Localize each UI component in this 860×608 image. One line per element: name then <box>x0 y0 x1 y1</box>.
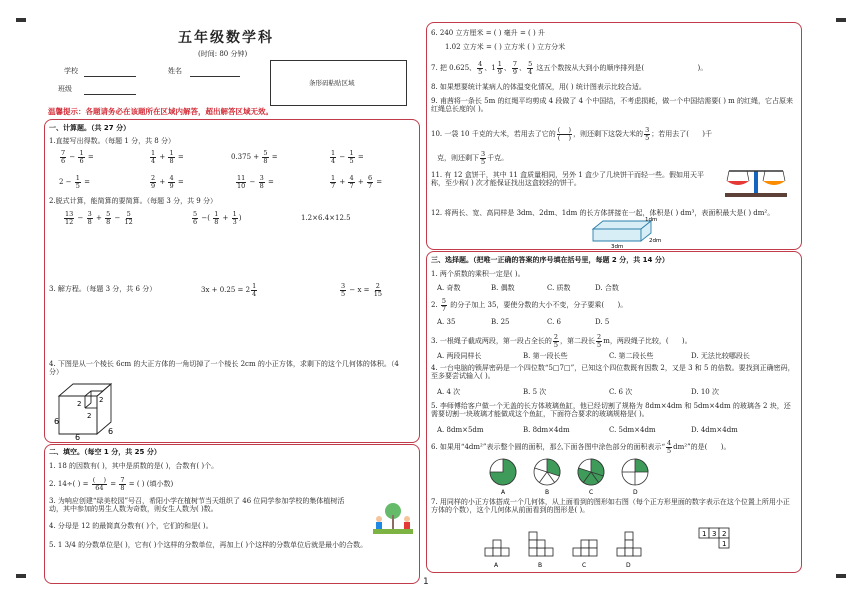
cube-label-small: 2 <box>77 400 82 408</box>
front-view-options <box>483 530 673 570</box>
calc-item: $\frac{11}{10}$ − $\frac{3}{8}$ = <box>237 174 274 190</box>
fill-q12: 12. 将两长、宽、高同样是 3dm、2dm、1dm 的长方体拼接在一起，体积是( ) dm³，表面积最大是( ) dm²。 <box>431 209 775 217</box>
q1-prompt: 1.直接写出得数。（每题 1 分，共 8 分） <box>49 137 175 145</box>
choice-q3-opt-b[interactable]: B. 第一段长些 <box>523 352 568 360</box>
calc-item: $\frac{1}{7}$ + $\frac{4}{7}$ + $\frac{6}{7}$ = <box>331 174 383 190</box>
name-field[interactable] <box>190 76 240 77</box>
q2-prompt: 2.脱式计算，能简算的要简算。（每题 3 分，共 9 分） <box>49 197 217 205</box>
simplify-item: $\frac{13}{12}$ − $\frac{3}{8}$ + $\frac{5}{8}$ − $\frac{5}{12}$ <box>65 210 133 226</box>
choice-q2: 2. $\frac{5}{7}$ 的分子加上 35，要使分数的大小不变，分子要乘( )。 <box>431 297 628 313</box>
choice-q3-opt-d[interactable]: D. 无法比较哪段长 <box>691 352 750 360</box>
fill-q10: 10. 一袋 10 千克的大米，若用去了它的 $\frac{( )}{( )}$ ，则还剩下这袋大米的 $\frac{3}{5}$ ；若用去了( )千 <box>431 126 713 142</box>
tree-planting-illustration <box>371 501 415 537</box>
section2-title: 二、填空。（每空 1 分，共 25 分） <box>49 448 161 456</box>
fill-q6: 6. 240 立方厘米 = ( ) 毫升 = ( ) 升 <box>431 29 545 37</box>
circle-option-b: B <box>545 489 550 496</box>
section-multiple-choice <box>426 251 802 573</box>
equation-item: 3x + 0.25 = 2 $\frac{1}{4}$ <box>201 282 257 298</box>
balance-scale-illustration <box>721 163 791 199</box>
front-view-option-a: A <box>494 562 499 569</box>
front-view-option-b: B <box>538 562 543 569</box>
corner-mark <box>836 574 846 578</box>
choice-q3-opt-c[interactable]: C. 第二段长些 <box>609 352 654 360</box>
circle-option-d: D <box>633 489 638 496</box>
cuboid-figure <box>589 215 661 249</box>
grid-cell: 1 <box>722 540 727 548</box>
choice-q1-opt-c[interactable]: C. 质数 <box>547 284 571 292</box>
fill-q8: 8. 如果想要统计某病人的体温变化情况，用( ) 统计图表示比较合适。 <box>431 83 646 91</box>
grid-cell: 2 <box>722 530 727 538</box>
cube-label-big: 6 <box>75 433 81 440</box>
barcode-label: 条形码粘贴区域 <box>309 79 355 87</box>
fill-q1: 1. 18 的因数有( )，其中是质数的是( )，合数有( )个。 <box>49 462 219 470</box>
calc-item: 2 − $\frac{1}{5}$ = <box>59 174 91 190</box>
barcode-area <box>270 60 407 106</box>
front-view-option-d: D <box>626 562 631 569</box>
class-field[interactable] <box>84 94 136 95</box>
choice-q2-opt-c[interactable]: C. 6 <box>547 318 562 326</box>
choice-q4-opt-a[interactable]: A. 4 次 <box>437 388 461 396</box>
choice-q4: 4. 一台电脑的锁屏密码是一个四位数“5□7□”，已知这个四位数既有因数 2，又是 3 和 5 的倍数。要找到正确密码，至多要尝试输入( )。 <box>431 364 795 380</box>
equation-item: $\frac{3}{5}$ − x = $\frac{2}{15}$ <box>341 282 383 298</box>
page-title: 五年级数学科 <box>178 30 274 46</box>
choice-q2-opt-d[interactable]: D. 5 <box>595 318 610 326</box>
choice-q3-opt-a[interactable]: A. 两段同样长 <box>437 352 482 360</box>
cuboid-label-length: 3dm <box>611 244 624 249</box>
school-label: 学校 <box>64 67 78 75</box>
choice-q4-opt-b[interactable]: B. 5 次 <box>523 388 547 396</box>
choice-q3: 3. 一根绳子截成两段，第一段占全长的 $\frac{2}{5}$ ，第二段长 $\frac{2}{5}$ m，两段绳子比较，( )。 <box>431 333 692 349</box>
name-label: 姓名 <box>168 67 182 75</box>
choice-q5-opt-d[interactable]: D. 4dm×4dm <box>691 426 738 434</box>
circle-options-figure <box>483 456 663 496</box>
cuboid-label-height: 1dm <box>645 217 658 223</box>
corner-mark <box>16 574 26 578</box>
grid-cell: 3 <box>712 530 717 538</box>
calc-item: $\frac{2}{9}$ + $\frac{4}{9}$ = <box>151 174 184 190</box>
front-view-option-c: C <box>582 562 587 569</box>
section1-title: 一、计算题。（共 27 分） <box>49 124 131 132</box>
calc-item: 0.375 + $\frac{5}{8}$ = <box>231 149 278 165</box>
corner-mark <box>16 18 26 22</box>
choice-q1: 1. 两个质数的乘积一定是( )。 <box>431 270 525 278</box>
calc-item: $\frac{7}{6}$ − $\frac{1}{6}$ = <box>61 149 94 165</box>
cube-label-small: 2 <box>87 412 92 420</box>
exam-time: (时间: 80 分钟) <box>198 50 248 58</box>
cube-figure <box>53 378 119 440</box>
circle-option-a: A <box>501 489 506 496</box>
fill-q6b: 1.02 立方米 = ( ) 立方米 ( ) 立方分米 <box>445 43 566 51</box>
simplify-item: $\frac{5}{6}$ −( $\frac{1}{8}$ + $\frac{1}{3}$ ) <box>193 210 242 226</box>
fill-q10-cont: 克，则还剩下 $\frac{3}{5}$ 千克。 <box>437 150 509 166</box>
simplify-item: 1.2×6.4×12.5 <box>301 214 351 222</box>
choice-q2-opt-a[interactable]: A. 35 <box>437 318 456 326</box>
cuboid-label-width: 2dm <box>649 238 661 244</box>
section-calculation <box>44 119 420 443</box>
choice-q4-opt-c[interactable]: C. 6 次 <box>609 388 633 396</box>
fill-q7: 7. 把 0.625、 $\frac{4}{5}$ 、1 $\frac{1}{9}$ 、 $\frac{7}{9}$ 、 $\frac{5}{4}$ 这五个数按从大到小的顺序排列是( )。 <box>431 60 708 76</box>
choice-q1-opt-b[interactable]: B. 偶数 <box>491 284 515 292</box>
circle-option-c: C <box>589 489 594 496</box>
top-view-grid <box>697 526 737 552</box>
fill-q11: 11. 有 12 盒饼干，其中 11 盒质量相同，另外 1 盒少了几块饼干而轻一些。假如用天平称，至少称( ) 次才能保证找出这盒较轻的饼干。 <box>431 171 704 187</box>
calc-item: $\frac{1}{4}$ − $\frac{1}{5}$ = <box>331 149 364 165</box>
section3-title: 三、选择题。（把唯一正确的答案的序号填在括号里，每题 2 分，共 14 分） <box>431 256 669 264</box>
choice-q5: 5. 李师傅给客户做一个无盖的长方体玻璃鱼缸，他已经切割了规格为 8dm×4dm 和 5dm×4dm 的玻璃各 2 块，还需要切割一块玻璃才能做成这个鱼缸，下面符合要求的玻璃规格是( )。 <box>431 402 791 418</box>
fill-q2: 2. 14÷( ) = $\frac{( )}{64}$ = $\frac{7}{8}$ = ( ) (填小数) <box>49 476 174 492</box>
warning-notice: 温馨提示：各题请务必在该题所在区域内解答，超出解答区域无效。 <box>48 107 273 116</box>
q3-prompt: 3. 解方程。（每题 3 分，共 6 分） <box>49 285 157 293</box>
choice-q1-opt-d[interactable]: D. 合数 <box>595 284 619 292</box>
grid-cell: 1 <box>702 530 707 538</box>
q4-prompt: 4. 下图是从一个棱长 6cm 的大正方体的一角切掉了一个棱长 2cm 的小正方体，求剩下的这个几何体的体积。（4 分） <box>49 360 399 376</box>
calc-item: $\frac{1}{4}$ + $\frac{1}{8}$ = <box>151 149 184 165</box>
fill-q9: 9. 甫茜将一条长 5m 的红绳平均剪成 4 段做了 4 个中国结，不考虑损耗，做一个中国结需要( ) m 的红绳，它占原来红绳总长度的( )。 <box>431 97 794 113</box>
page-number: 1 <box>423 577 429 587</box>
cube-label-big: 6 <box>54 417 60 426</box>
cube-label-big: 6 <box>108 427 114 436</box>
school-field[interactable] <box>84 76 136 77</box>
fill-q4: 4. 分母是 12 的最简真分数有( )个，它们的和是( )。 <box>49 522 213 530</box>
section-fill-blank <box>44 444 420 584</box>
cube-label-small: 2 <box>99 396 104 404</box>
choice-q5-opt-a[interactable]: A. 8dm×5dm <box>437 426 484 434</box>
choice-q4-opt-d[interactable]: D. 10 次 <box>691 388 719 396</box>
fill-q5: 5. 1 3/4 的分数单位是( )，它有( )个这样的分数单位，再加上( )个这样的分数单位后就是最小的合数。 <box>49 541 368 549</box>
choice-q7: 7. 用同样的小正方体搭成一个几何体，从上面看到的图形如右图（每个正方形里面的数字表示在这个位置上所用小正方体的个数），这个几何体从前面看到的图形是( )。 <box>431 498 790 514</box>
corner-mark <box>836 18 846 22</box>
choice-q6: 6. 如果用“4dm²”表示整个圆的面积，那么下面各图中涂色部分的面积表示“ $\frac{4}{5}$ dm²”的是( )。 <box>431 439 731 455</box>
fill-q3: 3. 为响应创建“绿美校园”号召，希阳小学在植树节当天组织了 46 位同学参加学校的集体植树活动，其中参加的男生人数为奇数，则女生人数为( )数。 <box>49 497 345 513</box>
section-fill-blank-continued <box>426 22 802 250</box>
choice-q5-opt-c[interactable]: C. 5dm×4dm <box>609 426 656 434</box>
class-label: 班级 <box>58 85 72 93</box>
choice-q1-opt-a[interactable]: A. 奇数 <box>437 284 461 292</box>
choice-q2-opt-b[interactable]: B. 25 <box>491 318 510 326</box>
choice-q5-opt-b[interactable]: B. 8dm×4dm <box>523 426 570 434</box>
